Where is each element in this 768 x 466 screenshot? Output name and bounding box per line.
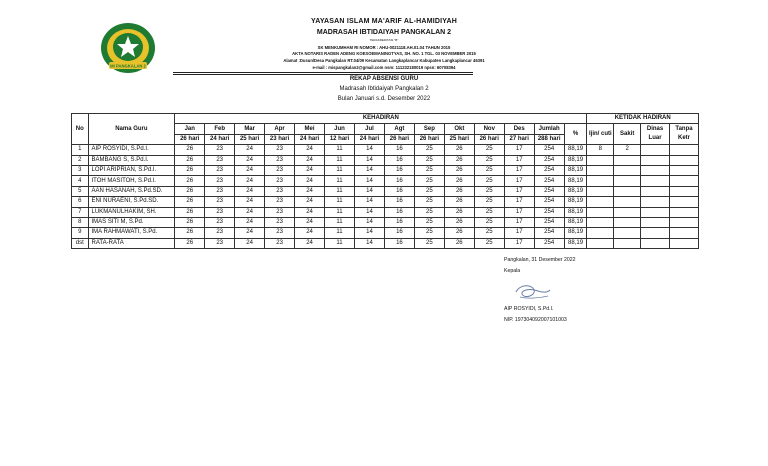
attendance-cell: 25 <box>474 217 504 227</box>
col-sakit-header: Sakit <box>614 124 641 145</box>
attendance-cell: 23 <box>205 145 235 155</box>
month-header: Okt <box>444 124 474 134</box>
izin-cell: 8 <box>587 145 614 155</box>
col-izin-header: Ijin/ cuti <box>587 124 614 145</box>
attendance-cell: 23 <box>205 165 235 175</box>
attendance-cell: 25 <box>474 197 504 207</box>
attendance-cell: 25 <box>414 176 444 186</box>
teacher-name: LUKMANULHAKIM, SH. <box>88 207 175 217</box>
izin-cell <box>587 176 614 186</box>
attendance-cell: 24 <box>235 238 265 248</box>
attendance-cell: 11 <box>325 155 355 165</box>
izin-cell <box>587 155 614 165</box>
address-line: Alamat :Dusun/Desa Pangkalan RT.04/09 Kecamatan Langkaplancar Kabupaten Langkaplancar 46391 <box>283 58 485 63</box>
attendance-cell: 25 <box>414 197 444 207</box>
col-no-header: No <box>72 114 89 145</box>
attendance-cell: 23 <box>265 186 295 196</box>
attendance-cell: 24 <box>295 176 325 186</box>
row-number: 2 <box>72 155 89 165</box>
dinas-cell <box>641 228 670 238</box>
attendance-cell: 25 <box>474 186 504 196</box>
sakit-cell: 2 <box>614 145 641 155</box>
attendance-cell: 26 <box>444 228 474 238</box>
attendance-cell: 24 <box>235 186 265 196</box>
izin-cell <box>587 197 614 207</box>
attendance-cell: 23 <box>205 186 235 196</box>
percent-cell: 88,19 <box>564 238 587 248</box>
tanpa-cell <box>670 207 699 217</box>
attendance-cell: 14 <box>354 228 384 238</box>
total-cell: 254 <box>534 217 564 227</box>
izin-cell <box>587 217 614 227</box>
attendance-cell: 25 <box>414 207 444 217</box>
percent-cell: 88,19 <box>564 145 587 155</box>
attendance-cell: 17 <box>504 165 534 175</box>
attendance-cell: 14 <box>354 207 384 217</box>
month-days-header: 24 hari <box>354 134 384 144</box>
attendance-cell: 24 <box>295 207 325 217</box>
dinas-cell <box>641 207 670 217</box>
teacher-name: AIP ROSYIDI, S.Pd.I. <box>88 145 175 155</box>
teacher-name: LOPI ARIPRIAN, S.Pd.I. <box>88 165 175 175</box>
attendance-cell: 23 <box>205 197 235 207</box>
attendance-cell: 26 <box>175 165 205 175</box>
percent-cell: 88,19 <box>564 186 587 196</box>
kehadiran-header: KEHADIRAN <box>175 114 587 124</box>
percent-cell: 88,19 <box>564 207 587 217</box>
attendance-cell: 24 <box>235 145 265 155</box>
total-cell: 254 <box>534 176 564 186</box>
month-days-header: 26 hari <box>175 134 205 144</box>
school-name: MADRASAH IBTIDAIYAH PANGKALAN 2 <box>316 29 452 36</box>
attendance-cell: 26 <box>175 186 205 196</box>
month-days-header: 26 hari <box>474 134 504 144</box>
attendance-cell: 16 <box>384 228 414 238</box>
attendance-cell: 23 <box>265 165 295 175</box>
month-days-header: 27 hari <box>504 134 534 144</box>
table-row <box>72 228 699 238</box>
row-number: 6 <box>72 197 89 207</box>
dinas-cell <box>641 165 670 175</box>
month-header: Des <box>504 124 534 134</box>
dinas-cell <box>641 217 670 227</box>
header-rule-thin <box>173 74 473 75</box>
percent-cell: 88,19 <box>564 165 587 175</box>
attendance-cell: 24 <box>235 176 265 186</box>
attendance-cell: 11 <box>325 186 355 196</box>
attendance-cell: 16 <box>384 165 414 175</box>
header-rule <box>173 72 473 73</box>
col-name-header: Nama Guru <box>88 114 175 145</box>
percent-cell: 88,19 <box>564 155 587 165</box>
percent-cell: 88,19 <box>564 217 587 227</box>
sakit-cell <box>614 207 641 217</box>
total-cell: 254 <box>534 145 564 155</box>
month-days-header: 24 hari <box>295 134 325 144</box>
attendance-cell: 11 <box>325 228 355 238</box>
attendance-cell: 17 <box>504 145 534 155</box>
attendance-cell: 26 <box>175 176 205 186</box>
attendance-cell: 24 <box>295 197 325 207</box>
month-header: Mar <box>235 124 265 134</box>
attendance-cell: 17 <box>504 155 534 165</box>
table-row <box>72 207 699 217</box>
attendance-cell: 25 <box>414 145 444 155</box>
izin-cell <box>587 207 614 217</box>
tanpa-cell <box>670 238 699 248</box>
attendance-cell: 17 <box>504 228 534 238</box>
attendance-cell: 23 <box>265 197 295 207</box>
row-number: 4 <box>72 176 89 186</box>
attendance-cell: 24 <box>235 217 265 227</box>
attendance-cell: 26 <box>444 197 474 207</box>
attendance-cell: 23 <box>205 155 235 165</box>
teacher-name: AAN HASANAH, S.Pd.SD. <box>88 186 175 196</box>
tanpa-cell <box>670 176 699 186</box>
report-school: Madrasah Ibtidaiyah Pangkalan 2 <box>339 86 429 92</box>
col-percent-header: % <box>564 124 587 145</box>
attendance-cell: 25 <box>474 145 504 155</box>
col-dinas-header: Dinas Luar <box>641 124 670 145</box>
attendance-cell: 25 <box>414 228 444 238</box>
teacher-name: IMA RAHMAWATI, S.Pd. <box>88 228 175 238</box>
dinas-cell <box>641 186 670 196</box>
sakit-cell <box>614 155 641 165</box>
month-header: Jan <box>175 124 205 134</box>
attendance-cell: 16 <box>384 238 414 248</box>
logo-text: MI PANGKALAN 2 <box>110 63 146 69</box>
attendance-cell: 24 <box>235 228 265 238</box>
attendance-cell: 26 <box>175 228 205 238</box>
attendance-cell: 25 <box>414 165 444 175</box>
signature-name: AIP ROSYIDI, S.Pd.I. <box>504 306 554 312</box>
attendance-cell: 17 <box>504 176 534 186</box>
month-header: Jul <box>354 124 384 134</box>
teacher-name: ENI NURAENI, S.Pd.SD. <box>88 197 175 207</box>
attendance-cell: 26 <box>444 186 474 196</box>
attendance-cell: 14 <box>354 155 384 165</box>
table-row <box>72 186 699 196</box>
attendance-cell: 26 <box>444 165 474 175</box>
table-row <box>72 217 699 227</box>
signature-role: Kepala <box>504 268 521 274</box>
attendance-cell: 23 <box>205 176 235 186</box>
month-days-header: 24 hari <box>205 134 235 144</box>
attendance-cell: 25 <box>474 238 504 248</box>
attendance-cell: 26 <box>175 238 205 248</box>
attendance-cell: 24 <box>295 145 325 155</box>
contact-line: e-mail : mispangkalan2@gmail.com nsm: 111232180019 npsn: 60708394 <box>312 65 456 70</box>
attendance-cell: 17 <box>504 217 534 227</box>
table-row <box>72 145 699 155</box>
month-days-header: 25 hari <box>444 134 474 144</box>
attendance-cell: 24 <box>235 155 265 165</box>
attendance-cell: 24 <box>235 197 265 207</box>
attendance-cell: 25 <box>414 217 444 227</box>
total-cell: 254 <box>534 197 564 207</box>
attendance-table <box>71 113 699 249</box>
izin-cell <box>587 186 614 196</box>
signature-place-date: Pangkalan, 31 Desember 2022 <box>504 257 576 263</box>
attendance-cell: 23 <box>265 217 295 227</box>
attendance-cell: 26 <box>444 217 474 227</box>
attendance-cell: 14 <box>354 145 384 155</box>
sakit-cell <box>614 228 641 238</box>
tanpa-cell <box>670 186 699 196</box>
attendance-cell: 16 <box>384 197 414 207</box>
dinas-cell <box>641 155 670 165</box>
attendance-cell: 16 <box>384 217 414 227</box>
attendance-cell: 25 <box>414 186 444 196</box>
attendance-cell: 25 <box>414 238 444 248</box>
attendance-cell: 16 <box>384 176 414 186</box>
row-number: 8 <box>72 217 89 227</box>
attendance-cell: 11 <box>325 165 355 175</box>
teacher-name: ITOH MASITOH, S.Pd.I. <box>88 176 175 186</box>
attendance-cell: 26 <box>175 155 205 165</box>
month-days-header: 26 hari <box>384 134 414 144</box>
jumlah-days-header: 288 hari <box>534 134 564 144</box>
month-header: Agt <box>384 124 414 134</box>
sakit-cell <box>614 197 641 207</box>
attendance-cell: 23 <box>205 207 235 217</box>
teacher-name: IMAS SITI M, S.Pd. <box>88 217 175 227</box>
attendance-cell: 23 <box>205 238 235 248</box>
attendance-cell: 14 <box>354 176 384 186</box>
month-days-header: 26 hari <box>414 134 444 144</box>
tanpa-cell <box>670 217 699 227</box>
signature-nip: NIP. 197304092007101003 <box>504 317 567 323</box>
attendance-cell: 23 <box>205 228 235 238</box>
table-row <box>72 165 699 175</box>
month-days-header: 25 hari <box>235 134 265 144</box>
attendance-cell: 24 <box>295 228 325 238</box>
attendance-cell: 25 <box>474 165 504 175</box>
teacher-name: RATA-RATA <box>88 238 175 248</box>
izin-cell <box>587 165 614 175</box>
tanpa-cell <box>670 165 699 175</box>
dinas-cell <box>641 197 670 207</box>
dinas-cell <box>641 238 670 248</box>
ketidakhadiran-header: KETIDAK HADIRAN <box>587 114 699 124</box>
attendance-cell: 11 <box>325 207 355 217</box>
attendance-cell: 16 <box>384 155 414 165</box>
col-tanpa-header: Tanpa Ketr <box>670 124 699 145</box>
attendance-cell: 26 <box>444 155 474 165</box>
notary-line: AKTA NOTARIS RADEN ADENG KOESOEMANINGTYAS, SH. NO. 1 TGL. 03 NOVEMBER 2015 <box>292 51 476 56</box>
row-number: 3 <box>72 165 89 175</box>
month-header: Apr <box>265 124 295 134</box>
attendance-cell: 11 <box>325 176 355 186</box>
attendance-cell: 17 <box>504 197 534 207</box>
signature-scribble <box>512 280 554 302</box>
attendance-cell: 26 <box>444 207 474 217</box>
attendance-cell: 24 <box>295 186 325 196</box>
teacher-name: BAMBANG S, S.Pd.I. <box>88 155 175 165</box>
sakit-cell <box>614 217 641 227</box>
total-cell: 254 <box>534 228 564 238</box>
attendance-cell: 14 <box>354 197 384 207</box>
attendance-cell: 24 <box>295 217 325 227</box>
row-number: 7 <box>72 207 89 217</box>
attendance-cell: 17 <box>504 207 534 217</box>
total-cell: 254 <box>534 165 564 175</box>
attendance-cell: 24 <box>295 165 325 175</box>
sk-line: SK MENKUMHAM RI NOMOR : AHU-0021118.AH.01.04 TAHUN 2015 <box>317 45 451 50</box>
attendance-cell: 11 <box>325 145 355 155</box>
percent-cell: 88,19 <box>564 176 587 186</box>
attendance-cell: 26 <box>444 145 474 155</box>
attendance-cell: 24 <box>235 165 265 175</box>
attendance-cell: 11 <box>325 197 355 207</box>
attendance-cell: 26 <box>175 217 205 227</box>
percent-cell: 88,19 <box>564 197 587 207</box>
tanpa-cell <box>670 145 699 155</box>
attendance-cell: 11 <box>325 217 355 227</box>
attendance-cell: 25 <box>474 207 504 217</box>
attendance-cell: 25 <box>474 176 504 186</box>
attendance-cell: 26 <box>444 176 474 186</box>
table-row <box>72 238 699 248</box>
sakit-cell <box>614 176 641 186</box>
total-cell: 254 <box>534 238 564 248</box>
attendance-cell: 25 <box>474 228 504 238</box>
sakit-cell <box>614 238 641 248</box>
attendance-cell: 16 <box>384 207 414 217</box>
month-header: Sep <box>414 124 444 134</box>
row-number: 5 <box>72 186 89 196</box>
attendance-cell: 23 <box>265 145 295 155</box>
row-number: 9 <box>72 228 89 238</box>
attendance-cell: 23 <box>265 238 295 248</box>
table-row <box>72 197 699 207</box>
attendance-cell: 24 <box>235 207 265 217</box>
attendance-cell: 26 <box>175 145 205 155</box>
month-header: Feb <box>205 124 235 134</box>
attendance-cell: 26 <box>175 197 205 207</box>
sakit-cell <box>614 186 641 196</box>
attendance-cell: 11 <box>325 238 355 248</box>
izin-cell <box>587 228 614 238</box>
table-row <box>72 155 699 165</box>
attendance-cell: 14 <box>354 238 384 248</box>
month-days-header: 12 hari <box>325 134 355 144</box>
month-days-header: 23 hari <box>265 134 295 144</box>
row-number: 1 <box>72 145 89 155</box>
attendance-cell: 23 <box>265 228 295 238</box>
attendance-cell: 25 <box>474 155 504 165</box>
attendance-cell: 16 <box>384 186 414 196</box>
dinas-cell <box>641 145 670 155</box>
month-header: Jun <box>325 124 355 134</box>
attendance-cell: 26 <box>444 238 474 248</box>
attendance-cell: 17 <box>504 238 534 248</box>
attendance-cell: 23 <box>265 176 295 186</box>
tanpa-cell <box>670 228 699 238</box>
attendance-cell: 23 <box>205 217 235 227</box>
attendance-cell: 14 <box>354 165 384 175</box>
accreditation-line: TERAKREDITASI "B" <box>369 38 399 42</box>
report-period: Bulan Januari s.d. Desember 2022 <box>337 96 431 102</box>
month-header: Nov <box>474 124 504 134</box>
col-jumlah-header: Jumlah <box>534 124 564 134</box>
total-cell: 254 <box>534 155 564 165</box>
total-cell: 254 <box>534 186 564 196</box>
tanpa-cell <box>670 197 699 207</box>
row-number: dst <box>72 238 89 248</box>
attendance-cell: 16 <box>384 145 414 155</box>
percent-cell: 88,19 <box>564 228 587 238</box>
sakit-cell <box>614 165 641 175</box>
attendance-cell: 24 <box>295 238 325 248</box>
attendance-cell: 23 <box>265 155 295 165</box>
month-header: Mei <box>295 124 325 134</box>
attendance-cell: 23 <box>265 207 295 217</box>
foundation-name: YAYASAN ISLAM MA'ARIF AL-HAMIDIYAH <box>310 18 458 25</box>
attendance-cell: 25 <box>414 155 444 165</box>
dinas-cell <box>641 176 670 186</box>
attendance-cell: 14 <box>354 186 384 196</box>
attendance-cell: 26 <box>175 207 205 217</box>
report-title: REKAP ABSENSI GURU <box>349 76 419 82</box>
attendance-cell: 24 <box>295 155 325 165</box>
izin-cell <box>587 238 614 248</box>
attendance-cell: 14 <box>354 217 384 227</box>
table-row <box>72 176 699 186</box>
attendance-cell: 17 <box>504 186 534 196</box>
total-cell: 254 <box>534 207 564 217</box>
tanpa-cell <box>670 155 699 165</box>
